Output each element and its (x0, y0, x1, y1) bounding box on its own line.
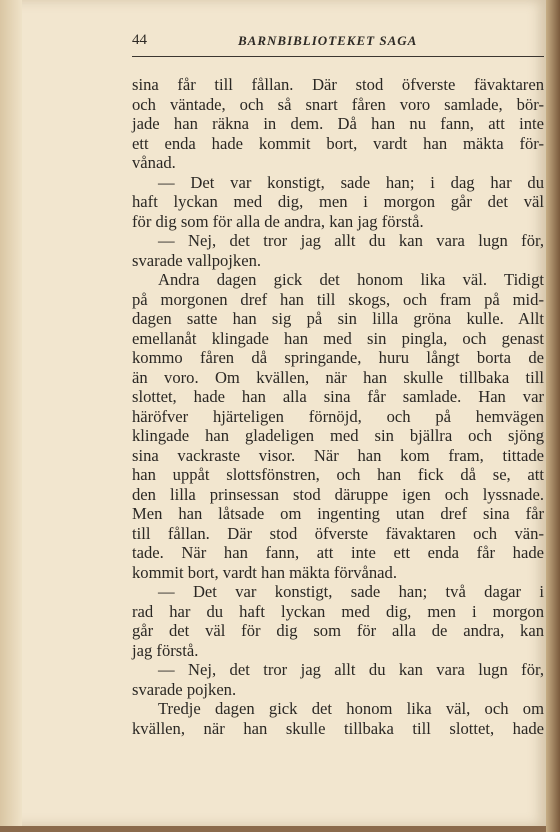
running-title: BARNBIBLIOTEKET SAGA (238, 33, 418, 48)
text-line: sina får till fållan. Där stod öfverste fävaktaren (132, 75, 544, 94)
text-line: — Det var konstigt, sade han; två dagar i (158, 582, 544, 601)
text-line: kommo fåren då springande, huru långt borta de (132, 348, 544, 367)
text-line: dagen satte han sig på sin lilla gröna kulle. Allt (132, 309, 544, 328)
text-line: kvällen, när han skulle tillbaka till slottet, hade (132, 718, 544, 738)
text-line: den lilla prinsessan stod däruppe igen och lyssnade. (132, 484, 544, 504)
text-line: emellanåt klingade han med sin pingla, och genast (132, 328, 544, 348)
text-line: jag förstå. (132, 640, 199, 660)
text-line: går det väl för dig som för alla de andra, kan (132, 621, 544, 640)
page-number: 44 (132, 32, 147, 48)
text-line: svarade pojken. (132, 679, 237, 699)
text-line: haft lyckan med dig, men i morgon går det väl (132, 192, 544, 211)
text-line: jade han räkna in dem. Då han nu fann, att inte (132, 114, 544, 133)
text-line: tade. När han fann, att inte ett enda får hade (132, 543, 544, 562)
text-line: Tredje dagen gick det honom lika väl, och om (158, 699, 544, 718)
text-line: svarade vallpojken. (132, 250, 262, 270)
body-text (132, 75, 544, 738)
text-line: och väntade, och så snart fåren voro samlade, bör- (132, 94, 544, 114)
text-line: ett enda hade kommit bort, vardt han mäkta för- (132, 133, 544, 153)
text-line: till fållan. Där stod öfverste fävaktaren och vän- (132, 523, 544, 543)
text-line: kommit bort, vardt han mäkta förvånad. (132, 562, 397, 582)
text-line: — Det var konstigt, sade han; i dag har du (158, 172, 544, 192)
text-line: Andra dagen gick det honom lika väl. Tidigt (158, 270, 544, 289)
text-line: Men han låtsade om ingenting utan dref sina får (132, 504, 544, 523)
text-line: vånad. (132, 153, 176, 172)
text-line: slottet, hade han alla sina får samlade. Han var (132, 387, 544, 406)
text-line: häröfver hjärteligen förnöjd, och på hemvägen (132, 406, 544, 426)
text-line: rad har du haft lyckan med dig, men i morgon (132, 601, 544, 621)
text-line: för dig som för alla de andra, kan jag förstå. (132, 211, 424, 231)
text-line: han uppåt slottsfönstren, och han fick då se, att (132, 465, 544, 484)
page-header (132, 30, 544, 57)
text-line: — Nej, det tror jag allt du kan vara lugn för, (158, 231, 544, 250)
text-line: på morgonen dref han till skogs, och fram på mid- (132, 289, 544, 309)
page-gutter (0, 0, 22, 826)
text-line: än voro. Om kvällen, när han skulle tillbaka till (132, 367, 544, 387)
text-line: — Nej, det tror jag allt du kan vara lugn för, (158, 660, 544, 679)
book-edge (546, 0, 560, 832)
text-line: klingade han gladeligen med sin bjällra och sjöng (132, 426, 544, 445)
text-line: sina vackraste visor. När han kom fram, tittade (132, 445, 544, 465)
